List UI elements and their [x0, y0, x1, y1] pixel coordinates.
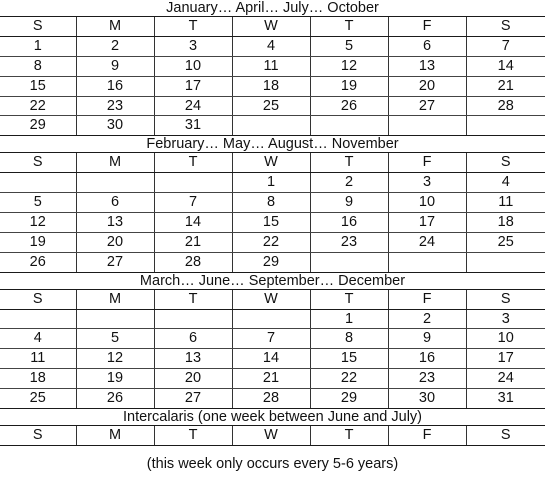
month-block: [0, 0, 545, 136]
day-cell: 14: [232, 349, 310, 369]
day-cell: 7: [232, 329, 310, 349]
day-cell: 27: [76, 252, 154, 272]
day-header: T: [310, 153, 388, 172]
month-group-title: February… May… August… November: [0, 136, 545, 153]
intercalaris-block: [0, 409, 545, 473]
day-cell: 3: [466, 309, 545, 329]
day-cell: 5: [0, 193, 76, 213]
day-header: M: [76, 153, 154, 172]
day-cell: 23: [310, 232, 388, 252]
day-cell: 18: [0, 369, 76, 389]
day-cell: 3: [154, 36, 232, 56]
day-cell: 16: [388, 349, 466, 369]
month-block: [0, 273, 545, 409]
day-cell: 30: [76, 116, 154, 136]
day-header: F: [388, 153, 466, 172]
day-cell: 8: [310, 329, 388, 349]
day-cell: 24: [154, 96, 232, 116]
day-cell: 28: [232, 389, 310, 409]
day-cell: 18: [466, 213, 545, 233]
day-cell: 2: [76, 36, 154, 56]
day-cell: 31: [466, 389, 545, 409]
day-header: W: [232, 153, 310, 172]
day-cell: 24: [388, 232, 466, 252]
day-cell: 9: [76, 56, 154, 76]
month-grid: [0, 153, 545, 272]
week-row: [0, 252, 545, 272]
day-cell: [388, 116, 466, 136]
week-row: [0, 193, 545, 213]
day-cell: 18: [232, 76, 310, 96]
day-header: F: [388, 426, 466, 445]
day-cell: [76, 309, 154, 329]
day-cell: 17: [388, 213, 466, 233]
day-cell: 16: [310, 213, 388, 233]
month-group-title: January… April… July… October: [0, 0, 545, 17]
day-cell: 1: [0, 36, 76, 56]
day-cell: [0, 309, 76, 329]
day-cell: 12: [76, 349, 154, 369]
day-cell: [310, 116, 388, 136]
week-row: [0, 56, 545, 76]
day-header: M: [76, 17, 154, 36]
day-cell: 28: [466, 96, 545, 116]
intercalaris-grid: [0, 426, 545, 446]
day-cell: 30: [388, 389, 466, 409]
day-cell: 22: [0, 96, 76, 116]
intercalaris-note: (this week only occurs every 5-6 years): [146, 455, 399, 472]
day-cell: 31: [154, 116, 232, 136]
day-header: T: [310, 290, 388, 309]
day-cell: 25: [466, 232, 545, 252]
month-block: [0, 136, 545, 272]
day-cell: 13: [76, 213, 154, 233]
day-header: S: [466, 153, 545, 172]
day-cell: 13: [388, 56, 466, 76]
day-header: T: [310, 426, 388, 445]
day-cell: [466, 116, 545, 136]
week-row: [0, 76, 545, 96]
day-cell: 22: [232, 232, 310, 252]
day-cell: 5: [76, 329, 154, 349]
day-cell: 9: [388, 329, 466, 349]
day-cell: 21: [154, 232, 232, 252]
day-header: T: [154, 17, 232, 36]
day-cell: 15: [310, 349, 388, 369]
day-cell: 23: [76, 96, 154, 116]
week-row: [0, 232, 545, 252]
day-header: S: [0, 426, 76, 445]
day-header: S: [466, 17, 545, 36]
day-header: M: [76, 426, 154, 445]
month-group-title: March… June… September… December: [0, 273, 545, 290]
day-cell: 25: [232, 96, 310, 116]
day-cell: 21: [232, 369, 310, 389]
day-cell: 23: [388, 369, 466, 389]
day-cell: 9: [310, 193, 388, 213]
day-header: T: [154, 153, 232, 172]
day-cell: 11: [232, 56, 310, 76]
day-header: T: [154, 290, 232, 309]
day-header: S: [0, 290, 76, 309]
day-header-row: [0, 290, 545, 309]
day-cell: [154, 173, 232, 193]
day-cell: 25: [0, 389, 76, 409]
week-row: [0, 173, 545, 193]
day-header-row: [0, 153, 545, 172]
week-row: [0, 309, 545, 329]
day-cell: 4: [0, 329, 76, 349]
day-cell: 5: [310, 36, 388, 56]
day-cell: 8: [232, 193, 310, 213]
day-cell: 6: [388, 36, 466, 56]
day-cell: [232, 116, 310, 136]
day-cell: 27: [154, 389, 232, 409]
day-cell: 6: [154, 329, 232, 349]
day-cell: 7: [154, 193, 232, 213]
day-cell: 11: [0, 349, 76, 369]
day-header: F: [388, 290, 466, 309]
day-cell: 27: [388, 96, 466, 116]
week-row: [0, 116, 545, 136]
day-header: W: [232, 426, 310, 445]
day-header-row: [0, 426, 545, 445]
day-cell: 19: [76, 369, 154, 389]
day-cell: [76, 173, 154, 193]
day-cell: 29: [310, 389, 388, 409]
day-cell: 26: [310, 96, 388, 116]
day-cell: 11: [466, 193, 545, 213]
day-cell: 10: [466, 329, 545, 349]
day-cell: 20: [76, 232, 154, 252]
day-cell: 24: [466, 369, 545, 389]
month-grid: [0, 17, 545, 136]
day-cell: 1: [310, 309, 388, 329]
day-cell: 20: [388, 76, 466, 96]
day-cell: 3: [388, 173, 466, 193]
week-row: [0, 96, 545, 116]
day-cell: 7: [466, 36, 545, 56]
day-cell: 2: [388, 309, 466, 329]
day-cell: 8: [0, 56, 76, 76]
day-cell: 28: [154, 252, 232, 272]
day-cell: 10: [388, 193, 466, 213]
day-cell: 20: [154, 369, 232, 389]
day-cell: 12: [0, 213, 76, 233]
day-cell: 29: [0, 116, 76, 136]
day-cell: 12: [310, 56, 388, 76]
day-cell: 14: [466, 56, 545, 76]
day-header-row: [0, 17, 545, 36]
day-cell: 17: [154, 76, 232, 96]
day-cell: 19: [310, 76, 388, 96]
week-row: [0, 349, 545, 369]
day-header: S: [0, 153, 76, 172]
day-header: M: [76, 290, 154, 309]
day-cell: 4: [232, 36, 310, 56]
day-header: F: [388, 17, 466, 36]
day-cell: 17: [466, 349, 545, 369]
day-cell: 4: [466, 173, 545, 193]
day-cell: 21: [466, 76, 545, 96]
day-cell: 29: [232, 252, 310, 272]
day-cell: [310, 252, 388, 272]
day-header: T: [310, 17, 388, 36]
day-cell: [466, 252, 545, 272]
day-header: W: [232, 17, 310, 36]
day-header: S: [0, 17, 76, 36]
day-cell: [0, 173, 76, 193]
day-cell: 6: [76, 193, 154, 213]
day-cell: [232, 309, 310, 329]
intercalaris-title: Intercalaris (one week between June and July): [0, 409, 545, 426]
day-cell: [154, 309, 232, 329]
day-cell: 15: [0, 76, 76, 96]
day-cell: 15: [232, 213, 310, 233]
month-grid: [0, 290, 545, 409]
day-header: W: [232, 290, 310, 309]
day-cell: 26: [0, 252, 76, 272]
day-header: S: [466, 290, 545, 309]
week-row: [0, 36, 545, 56]
day-cell: 14: [154, 213, 232, 233]
day-header: T: [154, 426, 232, 445]
day-cell: [388, 252, 466, 272]
day-cell: 1: [232, 173, 310, 193]
week-row: [0, 329, 545, 349]
week-row: [0, 213, 545, 233]
day-cell: 22: [310, 369, 388, 389]
day-cell: 16: [76, 76, 154, 96]
week-row: [0, 369, 545, 389]
day-header: S: [466, 426, 545, 445]
day-cell: 2: [310, 173, 388, 193]
day-cell: 19: [0, 232, 76, 252]
day-cell: 10: [154, 56, 232, 76]
day-cell: 26: [76, 389, 154, 409]
day-cell: 13: [154, 349, 232, 369]
week-row: [0, 389, 545, 409]
